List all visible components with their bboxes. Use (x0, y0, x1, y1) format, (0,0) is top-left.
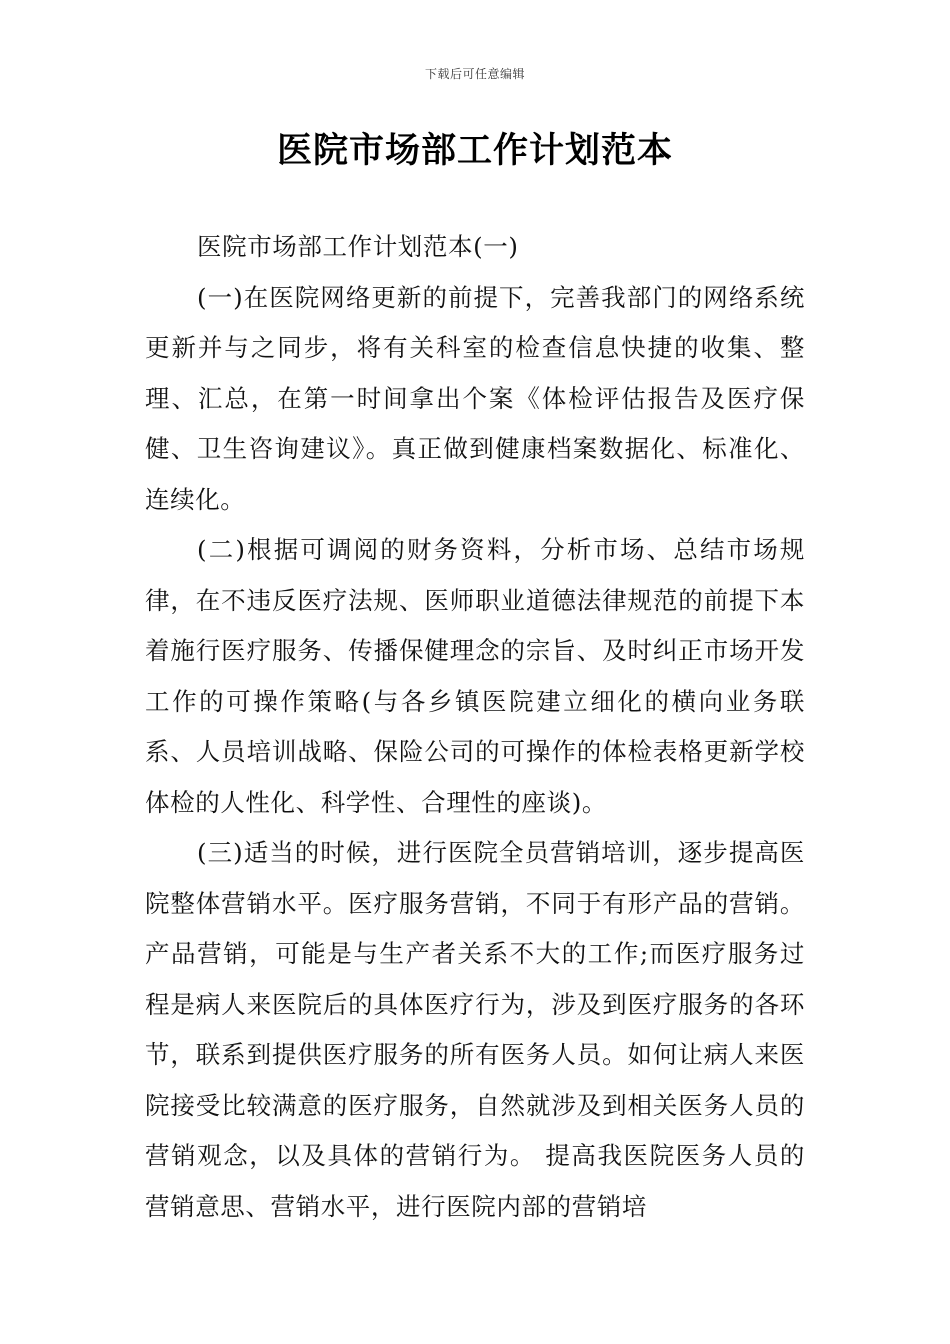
document-body (145, 222, 805, 1232)
document-title: 医院市场部工作计划范本 (276, 131, 673, 171)
paragraph-2: (二)根据可调阅的财务资料，分析市场、总结市场规律，在不违反医疗法规、医师职业道德法律规范的前提下本着施行医疗服务、传播保健理念的宗旨、及时纠正市场开发工作的可操作策略(与各乡镇医院建立细化的横向业务联系、人员培训战略、保险公司的可操作的体检表格更新学校体检的人性化、科学性、合理性的座谈)。 (145, 535, 805, 817)
header-note: 下载后可任意编辑 (424, 67, 525, 81)
paragraph-3: (三)适当的时候，进行医院全员营销培训，逐步提高医院整体营销水平。医疗服务营销，不同于有形产品的营销。产品营销，可能是与生产者关系不大的工作;而医疗服务过程是病人来医院后的具体医疗行为，涉及到医疗服务的各环节，联系到提供医疗服务的所有医务人员。如何让病人来医院接受比较满意的医疗服务，自然就涉及到相关医务人员的营销观念，以及具体的营销行为。 提高我医院医务人员的营销意思、营销水平，进行医院内部的营销培 (145, 838, 805, 1221)
paragraph-1: (一)在医院网络更新的前提下，完善我部门的网络系统更新并与之同步，将有关科室的检查信息快捷的收集、整理、汇总，在第一时间拿出个案《体检评估报告及医疗保健、卫生咨询建议》。真正做到健康档案数据化、标准化、连续化。 (145, 282, 805, 514)
section-heading: 医院市场部工作计划范本(一) (197, 232, 519, 261)
